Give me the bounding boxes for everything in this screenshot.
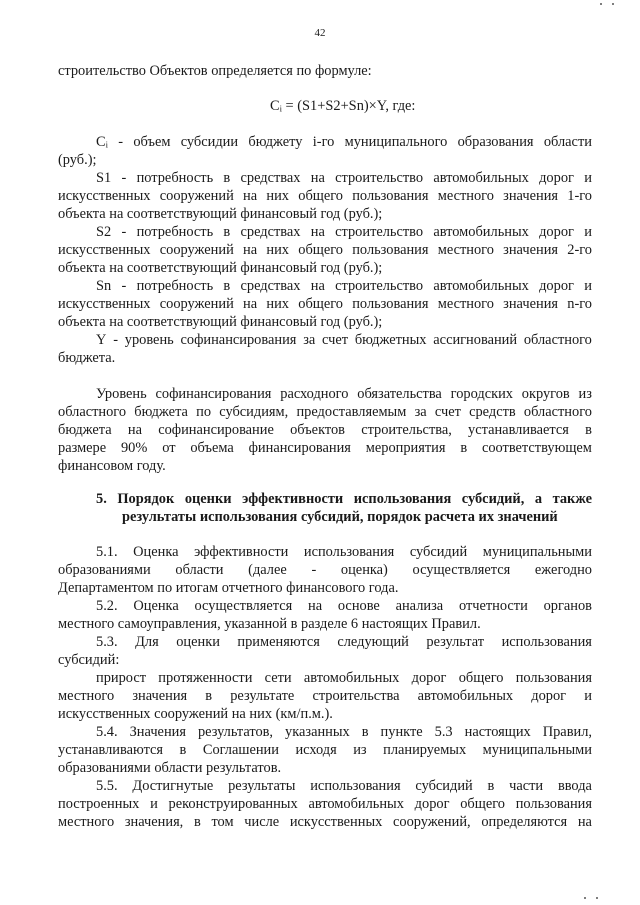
word: -: [121, 278, 127, 294]
word: дорог: [414, 796, 450, 812]
word: субсидиям,: [219, 404, 289, 420]
word: эффективности: [194, 544, 289, 560]
word: 5.3: [434, 724, 453, 740]
scan-speck: [600, 3, 602, 5]
word: устанавливаются: [58, 742, 164, 758]
word: средств: [469, 404, 516, 420]
word: в: [361, 724, 369, 740]
word: и: [584, 170, 592, 186]
text-line: финансовом году.: [58, 458, 166, 474]
word: предоставляемым: [296, 404, 407, 420]
word: планируемых: [383, 742, 467, 758]
word: них: [266, 242, 289, 258]
text-line: искусственных сооружений на них (км/п.м.).: [58, 706, 333, 722]
word: сооружений: [159, 188, 234, 204]
word: областного: [523, 404, 592, 420]
word: S1: [96, 170, 112, 186]
word: ассигнований: [433, 332, 518, 348]
word: S2: [96, 224, 112, 240]
word: областного: [523, 332, 592, 348]
word: сооружений: [159, 242, 234, 258]
word: протяженности: [158, 670, 253, 686]
word: городских: [450, 386, 513, 402]
text-line: Департаментом по итогам отчетного финансового года.: [58, 580, 399, 596]
word: результате: [230, 688, 295, 704]
word: автомобильных: [433, 170, 529, 186]
word: местного: [437, 188, 494, 204]
word: автомобильных: [433, 278, 529, 294]
word: пользования: [352, 242, 429, 258]
scan-speck: [584, 897, 586, 899]
word: в: [205, 688, 213, 704]
word: образованиями: [58, 562, 151, 578]
word: реконструированных: [168, 796, 298, 812]
word: осуществляется: [194, 598, 293, 614]
word: них: [266, 296, 289, 312]
word: софинансирование: [158, 422, 274, 438]
word: -: [113, 332, 118, 348]
word: 5.: [96, 491, 107, 507]
text-line: [96, 669, 592, 687]
word: на: [243, 296, 258, 312]
word: использования: [310, 778, 401, 794]
word: на: [243, 242, 258, 258]
word: из: [353, 742, 367, 758]
word: местного: [58, 814, 115, 830]
word: области: [543, 134, 592, 150]
word: 2-го: [567, 242, 592, 258]
word: общего: [298, 188, 343, 204]
word: общего: [460, 796, 505, 812]
word: автомобильных: [303, 670, 400, 686]
word: Достигнутые: [132, 778, 214, 794]
word: а: [534, 491, 543, 507]
word: (далее: [248, 562, 287, 578]
word: числе: [244, 814, 280, 830]
word: строительства: [312, 688, 400, 704]
word: осуществляется: [412, 562, 511, 578]
word: 90%: [120, 440, 148, 456]
word: определяются: [481, 814, 568, 830]
word: настоящих: [464, 724, 531, 740]
word: муниципальными: [482, 742, 592, 758]
word: общего: [298, 242, 343, 258]
word: объема: [190, 440, 234, 456]
word: -: [311, 562, 317, 578]
word: расходного: [280, 386, 349, 402]
word: 1-го: [567, 188, 592, 204]
text-line: [58, 741, 592, 759]
word: строительство: [335, 170, 424, 186]
word: автомобильных: [433, 224, 529, 240]
word: местного: [437, 242, 494, 258]
word: значения,: [124, 814, 184, 830]
word: за: [414, 404, 427, 420]
word: искусственных: [58, 296, 151, 312]
word: Значения: [129, 724, 186, 740]
word: потребность: [136, 224, 214, 240]
text-line: [96, 723, 592, 741]
text-line: [58, 187, 592, 205]
word: счет: [434, 404, 461, 420]
word: мероприятия: [365, 440, 446, 456]
text-line: местного самоуправления, указанной в разделе 6 настоящих Правил.: [58, 616, 481, 632]
word: и: [150, 796, 158, 812]
word: Уровень: [96, 386, 147, 402]
text-line: (руб.);: [58, 152, 97, 168]
word: Оценка: [133, 598, 179, 614]
word: значения: [503, 296, 559, 312]
text-line: [58, 687, 592, 705]
word: указанных: [285, 724, 350, 740]
text-line: [96, 169, 592, 187]
word: Sn: [96, 278, 112, 294]
word: дорог: [531, 688, 567, 704]
text-line: [96, 223, 592, 241]
word: финансирования: [248, 440, 351, 456]
word: в: [179, 742, 187, 758]
word: Соглашении: [202, 742, 279, 758]
word: софинансирования: [180, 332, 297, 348]
text-line: [58, 241, 592, 259]
word: потребность: [136, 170, 214, 186]
text-line: объекта на соответствующий финансовый год (руб.);: [58, 260, 383, 276]
word: результатов,: [197, 724, 274, 740]
text-line: [96, 777, 592, 795]
word: объектов: [290, 422, 345, 438]
text-line: [58, 813, 592, 831]
word: сооружений,: [393, 814, 471, 830]
word: строительство: [335, 278, 424, 294]
word: 5.5.: [96, 778, 118, 794]
word: средствах: [240, 278, 301, 294]
word: средствах: [240, 170, 301, 186]
section-heading: результаты использования субсидий, порядок расчета их значений: [122, 509, 558, 525]
word: также: [552, 491, 592, 507]
word: оценки: [184, 491, 232, 507]
word: от: [162, 440, 176, 456]
word: на: [310, 224, 325, 240]
word: бюджета: [134, 404, 188, 420]
text-line: [58, 561, 592, 579]
word: -: [118, 134, 124, 150]
word: субсидии: [180, 134, 239, 150]
word: применяются: [237, 634, 320, 650]
word: значения: [503, 242, 559, 258]
word: Порядок: [117, 491, 175, 507]
word: i-го: [312, 134, 335, 150]
word: оценка): [340, 562, 388, 578]
word: использования: [353, 491, 452, 507]
word: на: [577, 814, 592, 830]
word: в: [460, 440, 468, 456]
text-line: [96, 331, 592, 349]
word: строительства,: [361, 422, 452, 438]
word: них: [266, 188, 289, 204]
word: соответствующем: [481, 440, 592, 456]
word: автомобильных: [417, 688, 514, 704]
word: 5.3.: [96, 634, 118, 650]
word: значения: [132, 688, 188, 704]
word: следующий: [337, 634, 409, 650]
text-line: [58, 795, 592, 813]
word: автомобильных: [308, 796, 404, 812]
word: потребность: [136, 278, 214, 294]
word: пользования: [352, 188, 429, 204]
word: искусственных: [58, 242, 151, 258]
word: Cᵢ: [96, 134, 108, 150]
word: искусственных: [289, 814, 383, 830]
word: использования: [303, 544, 395, 560]
word: по: [196, 404, 212, 420]
word: дорог: [539, 224, 574, 240]
word: обязательства: [357, 386, 442, 402]
word: общего: [298, 296, 343, 312]
word: округов: [521, 386, 570, 402]
text-line: [58, 295, 592, 313]
word: за: [303, 332, 316, 348]
word: на: [243, 188, 258, 204]
word: бюджетных: [354, 332, 427, 348]
word: бюджета: [58, 422, 112, 438]
scan-speck: [596, 897, 598, 899]
word: устанавливается: [468, 422, 569, 438]
word: Y: [96, 332, 107, 348]
word: пункте: [380, 724, 423, 740]
word: -: [121, 170, 127, 186]
word: на: [310, 278, 325, 294]
word: Для: [135, 634, 159, 650]
word: из: [578, 386, 592, 402]
word: на: [127, 422, 142, 438]
word: субсидий: [409, 544, 468, 560]
word: счет: [322, 332, 349, 348]
word: муниципального: [344, 134, 448, 150]
scan-speck: [612, 3, 614, 5]
word: результаты: [228, 778, 296, 794]
word: софинансирования: [155, 386, 272, 402]
word: пользования: [515, 796, 592, 812]
word: дорог: [411, 670, 447, 686]
text-line: [58, 403, 592, 421]
word: и: [584, 688, 592, 704]
word: 5.1.: [96, 544, 118, 560]
word: на: [308, 598, 323, 614]
word: основе: [337, 598, 380, 614]
word: бюджету: [248, 134, 303, 150]
word: пользования: [515, 670, 592, 686]
text-line: [96, 277, 592, 295]
page-number: 42: [314, 27, 326, 39]
text-line: строительство Объектов определяется по формуле:: [58, 63, 372, 79]
text-line: [96, 133, 592, 151]
word: и: [584, 224, 592, 240]
text-line: [58, 421, 592, 439]
word: ежегодно: [534, 562, 592, 578]
word: значения: [503, 188, 559, 204]
word: n-го: [567, 296, 592, 312]
word: анализа: [395, 598, 444, 614]
word: ввода: [557, 778, 592, 794]
word: образования: [457, 134, 534, 150]
text-line: образованиями области результатов.: [58, 760, 282, 776]
word: 5.4.: [96, 724, 118, 740]
word: средствах: [240, 224, 301, 240]
word: Правил,: [542, 724, 592, 740]
word: уровень: [124, 332, 174, 348]
word: в: [223, 224, 231, 240]
text-line: бюджета.: [58, 350, 116, 366]
word: муниципальными: [482, 544, 592, 560]
formula: Cᵢ = (S1+S2+Sn)×Y, где:: [270, 98, 416, 114]
text-line: [96, 543, 592, 561]
word: в: [223, 278, 231, 294]
word: том: [211, 814, 234, 830]
text-line: [96, 597, 592, 615]
word: органов: [543, 598, 592, 614]
word: дорог: [539, 278, 574, 294]
word: исходя: [295, 742, 337, 758]
word: пользования: [352, 296, 429, 312]
text-line: [96, 385, 592, 403]
word: области: [175, 562, 224, 578]
word: сооружений: [159, 296, 234, 312]
word: части: [509, 778, 544, 794]
word: построенных: [58, 796, 140, 812]
word: размере: [58, 440, 107, 456]
word: оценки: [176, 634, 220, 650]
word: субсидий,: [461, 491, 525, 507]
word: общего: [458, 670, 504, 686]
word: местного: [437, 296, 494, 312]
word: местного: [58, 688, 115, 704]
word: строительство: [335, 224, 424, 240]
word: в: [193, 814, 201, 830]
word: областного: [58, 404, 127, 420]
word: использования: [501, 634, 592, 650]
word: на: [310, 170, 325, 186]
word: искусственных: [58, 188, 151, 204]
section-heading: [96, 490, 592, 508]
word: Оценка: [133, 544, 179, 560]
word: прирост: [96, 670, 147, 686]
word: объем: [133, 134, 171, 150]
word: дорог: [539, 170, 574, 186]
text-line: [96, 633, 592, 651]
word: сети: [264, 670, 292, 686]
text-line: [58, 439, 592, 457]
text-line: объекта на соответствующий финансовый год (руб.);: [58, 314, 383, 330]
word: в: [487, 778, 495, 794]
word: результат: [426, 634, 485, 650]
word: отчетности: [458, 598, 528, 614]
word: 5.2.: [96, 598, 118, 614]
text-line: субсидий:: [58, 652, 120, 668]
word: и: [584, 278, 592, 294]
word: в: [585, 422, 592, 438]
word: -: [121, 224, 127, 240]
word: эффективности: [242, 491, 344, 507]
word: в: [223, 170, 231, 186]
word: субсидий: [415, 778, 473, 794]
text-line: объекта на соответствующий финансовый год (руб.);: [58, 206, 383, 222]
